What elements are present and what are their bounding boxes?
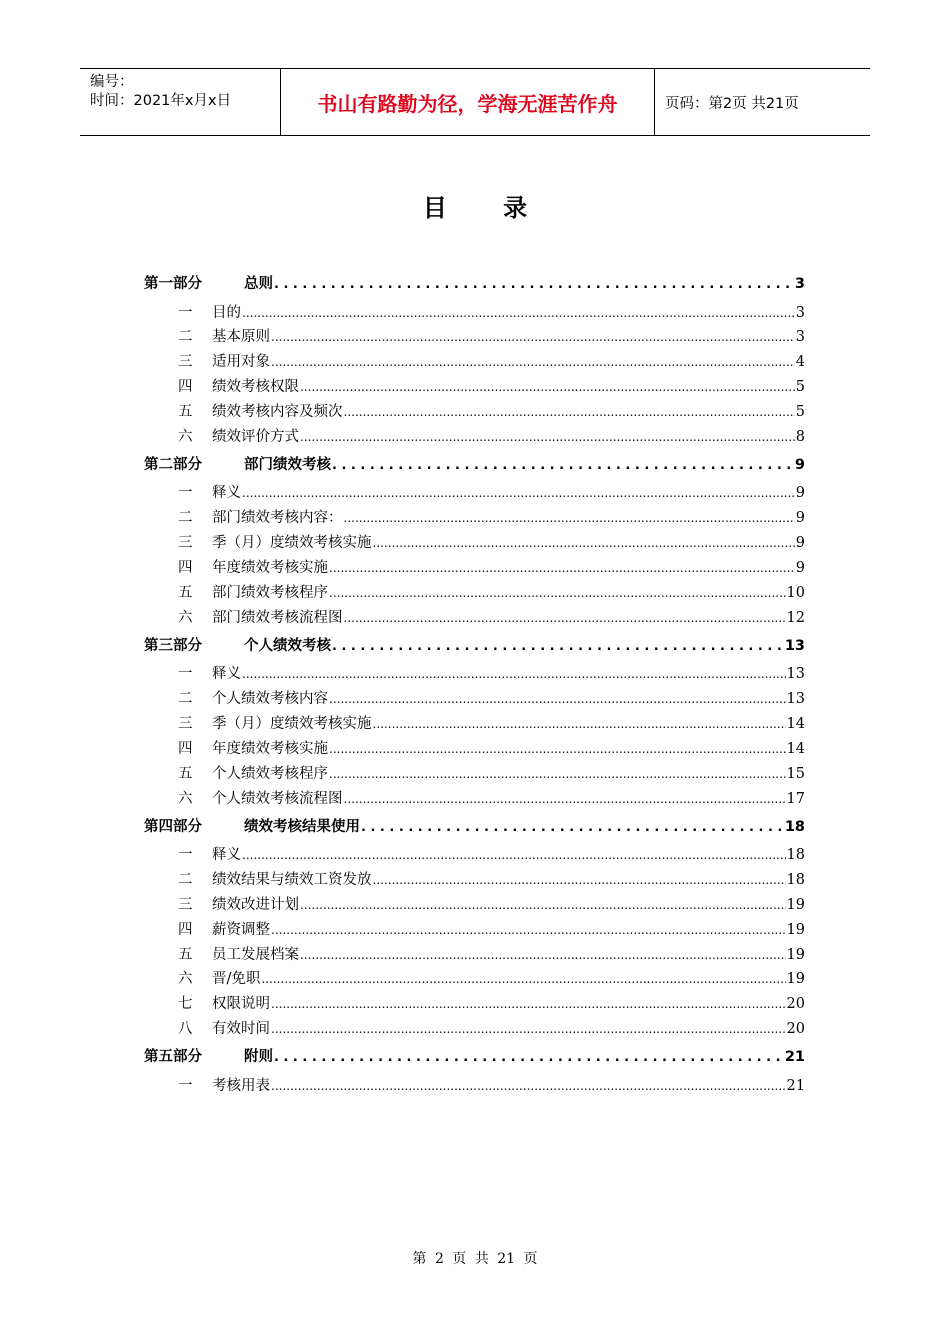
- toc-dot-leader: [373, 872, 786, 888]
- toc-item-title: 绩效改进计划: [212, 896, 299, 913]
- toc-item-number: 四: [178, 379, 193, 396]
- toc-item-entry[interactable]: [144, 556, 805, 581]
- doc-time: 时间：2021年x月x日: [90, 93, 232, 109]
- toc-page-number: 12: [786, 609, 805, 626]
- toc-item-number: 二: [178, 510, 193, 527]
- toc-item-number: 一: [178, 666, 193, 683]
- toc-dot-leader: [329, 560, 795, 576]
- toc-dot-leader: [274, 1049, 784, 1065]
- toc-dot-leader: [329, 691, 786, 707]
- toc-item-title: 有效时间: [212, 1021, 270, 1038]
- toc-part-entry[interactable]: [144, 634, 805, 663]
- toc-dot-leader: [271, 1021, 786, 1037]
- toc-item-entry[interactable]: [144, 481, 805, 506]
- toc-item-number: 四: [178, 921, 193, 938]
- toc-page-number: 9: [795, 510, 805, 527]
- toc-item-entry[interactable]: [144, 506, 805, 531]
- toc-item-title: 年度绩效考核实施: [212, 740, 328, 757]
- toc-dot-leader: [300, 379, 795, 395]
- toc-page-number: 13: [784, 637, 805, 654]
- toc-item-number: 一: [178, 847, 193, 864]
- toc-page-number: 9: [794, 456, 805, 473]
- toc-page-number: 9: [795, 535, 805, 552]
- toc-item-number: 二: [178, 691, 193, 708]
- toc-page-number: 9: [795, 560, 805, 577]
- toc-page-number: 8: [795, 428, 805, 445]
- toc-item-number: 六: [178, 971, 193, 988]
- toc-dot-leader: [242, 847, 786, 863]
- toc-item-number: 三: [178, 354, 193, 371]
- toc-page-number: 14: [786, 715, 805, 732]
- toc-dot-leader: [329, 766, 786, 782]
- toc-page-number: 19: [786, 896, 805, 913]
- page-title: 目 录: [422, 194, 552, 222]
- toc-item-entry[interactable]: [144, 687, 805, 712]
- toc-page-number: 20: [786, 1021, 805, 1038]
- toc-page-number: 17: [786, 790, 805, 807]
- toc-page-number: 21: [784, 1049, 805, 1066]
- toc-page-number: 10: [786, 584, 805, 601]
- header-motto: 书山有路勤为径，学海无涯苦作舟: [281, 69, 655, 135]
- toc-item-entry[interactable]: [144, 943, 805, 968]
- toc-dot-leader: [329, 585, 786, 601]
- toc-item-title: 部门绩效考核程序: [212, 584, 328, 601]
- toc-item-entry[interactable]: [144, 301, 805, 326]
- page-footer: 第 2 页 共 21 页: [412, 1251, 538, 1267]
- toc-item-entry[interactable]: [144, 712, 805, 737]
- toc-dot-leader: [344, 404, 795, 420]
- toc-page-number: 18: [786, 871, 805, 888]
- table-of-contents: [144, 272, 805, 1099]
- toc-dot-leader: [361, 819, 784, 835]
- toc-item-entry[interactable]: [144, 893, 805, 918]
- toc-page-number: 13: [786, 691, 805, 708]
- toc-item-title: 个人绩效考核流程图: [212, 790, 343, 807]
- toc-item-entry[interactable]: [144, 1074, 805, 1099]
- toc-dot-leader: [242, 305, 795, 321]
- toc-item-entry[interactable]: [144, 350, 805, 375]
- toc-dot-leader: [300, 429, 795, 445]
- header-page-info: 页码：第2页 共21页: [665, 95, 799, 112]
- toc-item-entry[interactable]: [144, 762, 805, 787]
- toc-page-number: 18: [786, 847, 805, 864]
- toc-dot-leader: [373, 535, 795, 551]
- toc-dot-leader: [271, 354, 795, 370]
- toc-item-title: 权限说明: [212, 996, 270, 1013]
- toc-page-number: 4: [795, 354, 805, 371]
- toc-dot-leader: [344, 791, 786, 807]
- toc-item-number: 三: [178, 715, 193, 732]
- toc-item-entry[interactable]: [144, 581, 805, 606]
- toc-item-title: 目的: [212, 304, 241, 321]
- toc-dot-leader: [271, 329, 795, 345]
- toc-item-entry[interactable]: [144, 843, 805, 868]
- toc-item-title: 薪资调整: [212, 921, 270, 938]
- toc-item-title: 绩效考核内容及频次: [212, 404, 343, 421]
- toc-item-number: 五: [178, 584, 193, 601]
- toc-item-title: 部门绩效考核流程图: [212, 609, 343, 626]
- toc-page-number: 3: [795, 304, 805, 321]
- toc-page-number: 19: [786, 921, 805, 938]
- toc-dot-leader: [271, 996, 786, 1012]
- toc-dot-leader: [300, 947, 786, 963]
- toc-part-title: 绩效考核结果使用: [244, 818, 360, 835]
- toc-part-entry[interactable]: [144, 272, 805, 301]
- toc-item-title: 季（月）度绩效考核实施: [212, 715, 372, 732]
- toc-item-entry[interactable]: [144, 868, 805, 893]
- toc-page-number: 19: [786, 946, 805, 963]
- toc-item-entry[interactable]: [144, 662, 805, 687]
- toc-item-entry[interactable]: [144, 737, 805, 762]
- toc-item-title: 释义: [212, 847, 241, 864]
- toc-item-number: 二: [178, 329, 193, 346]
- toc-dot-leader: [274, 276, 794, 292]
- toc-item-entry[interactable]: [144, 400, 805, 425]
- toc-dot-leader: [332, 638, 784, 654]
- toc-item-number: 一: [178, 304, 193, 321]
- toc-item-number: 二: [178, 871, 193, 888]
- header-meta: [80, 69, 281, 135]
- toc-dot-leader: [344, 510, 795, 526]
- toc-part-number: 第二部分: [144, 456, 202, 473]
- toc-item-title: 季（月）度绩效考核实施: [212, 535, 372, 552]
- toc-part-title: 附则: [244, 1049, 273, 1066]
- toc-item-entry[interactable]: [144, 1017, 805, 1042]
- toc-part-entry[interactable]: [144, 1045, 805, 1074]
- toc-part-title: 个人绩效考核: [244, 637, 331, 654]
- toc-item-number: 四: [178, 560, 193, 577]
- toc-part-title: 部门绩效考核: [244, 456, 331, 473]
- toc-item-title: 绩效评价方式: [212, 428, 299, 445]
- toc-item-title: 员工发展档案: [212, 946, 299, 963]
- toc-item-number: 一: [178, 485, 193, 502]
- toc-item-number: 六: [178, 428, 193, 445]
- toc-item-number: 一: [178, 1077, 193, 1094]
- toc-dot-leader: [242, 485, 795, 501]
- toc-page-number: 5: [795, 379, 805, 396]
- toc-part-title: 总则: [244, 276, 273, 292]
- toc-item-title: 年度绩效考核实施: [212, 560, 328, 577]
- toc-page-number: 3: [794, 276, 805, 292]
- toc-part-number: 第五部分: [144, 1049, 202, 1066]
- toc-dot-leader: [332, 457, 794, 473]
- toc-item-number: 五: [178, 765, 193, 782]
- toc-item-number: 八: [178, 1021, 193, 1038]
- toc-dot-leader: [261, 971, 785, 987]
- toc-item-entry[interactable]: [144, 918, 805, 943]
- toc-item-title: 考核用表: [212, 1077, 270, 1094]
- toc-page-number: 14: [786, 740, 805, 757]
- toc-item-title: 晋/免职: [212, 971, 261, 988]
- toc-item-title: 基本原则: [212, 329, 270, 346]
- toc-page-number: 15: [786, 765, 805, 782]
- toc-item-title: 适用对象: [212, 354, 270, 371]
- toc-item-entry[interactable]: [144, 787, 805, 812]
- toc-item-number: 六: [178, 609, 193, 626]
- toc-item-title: 绩效结果与绩效工资发放: [212, 871, 372, 888]
- toc-dot-leader: [242, 666, 786, 682]
- toc-item-title: 个人绩效考核内容: [212, 691, 328, 708]
- toc-page-number: 9: [795, 485, 805, 502]
- toc-item-number: 五: [178, 404, 193, 421]
- toc-part-number: 第四部分: [144, 818, 202, 835]
- toc-item-number: 四: [178, 740, 193, 757]
- toc-item-entry[interactable]: [144, 375, 805, 400]
- toc-part-entry[interactable]: [144, 815, 805, 844]
- toc-dot-leader: [271, 922, 786, 938]
- toc-page-number: 3: [795, 329, 805, 346]
- toc-item-title: 部门绩效考核内容：: [212, 510, 343, 527]
- toc-part-number: 第一部分: [144, 276, 202, 292]
- toc-item-entry[interactable]: [144, 992, 805, 1017]
- toc-part-entry[interactable]: [144, 453, 805, 482]
- toc-part-number: 第三部分: [144, 637, 202, 654]
- toc-item-title: 释义: [212, 485, 241, 502]
- toc-item-title: 绩效考核权限: [212, 379, 299, 396]
- toc-page-number: 19: [786, 971, 805, 988]
- toc-dot-leader: [344, 610, 786, 626]
- toc-item-title: 个人绩效考核程序: [212, 765, 328, 782]
- toc-item-entry[interactable]: [144, 531, 805, 556]
- toc-dot-leader: [300, 897, 786, 913]
- toc-item-number: 三: [178, 896, 193, 913]
- toc-item-entry[interactable]: [144, 325, 805, 350]
- toc-page-number: 21: [786, 1077, 805, 1094]
- toc-item-title: 释义: [212, 666, 241, 683]
- page-header: [80, 68, 870, 136]
- toc-item-entry[interactable]: [144, 967, 805, 992]
- toc-item-number: 三: [178, 535, 193, 552]
- toc-page-number: 5: [795, 404, 805, 421]
- toc-item-number: 六: [178, 790, 193, 807]
- toc-page-number: 13: [786, 666, 805, 683]
- toc-dot-leader: [271, 1078, 786, 1094]
- toc-item-entry[interactable]: [144, 425, 805, 450]
- toc-item-number: 五: [178, 946, 193, 963]
- toc-item-number: 七: [178, 996, 193, 1013]
- toc-dot-leader: [329, 741, 786, 757]
- toc-item-entry[interactable]: [144, 606, 805, 631]
- toc-dot-leader: [373, 716, 786, 732]
- toc-page-number: 18: [784, 818, 805, 835]
- doc-number: 编号：: [90, 74, 134, 90]
- toc-page-number: 20: [786, 996, 805, 1013]
